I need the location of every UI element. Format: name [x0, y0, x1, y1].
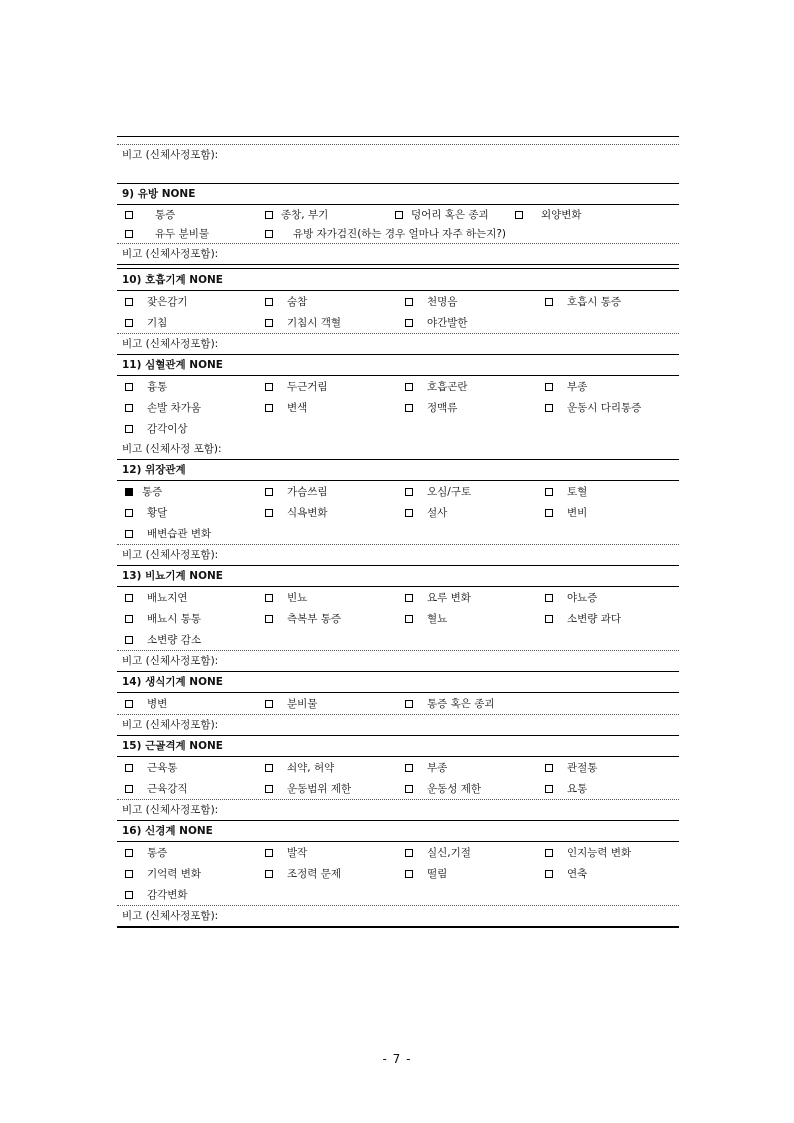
remark-reproductive[interactable]: 비고 (신체사정포함): [122, 719, 219, 731]
option-breathing-difficulty[interactable] [397, 379, 537, 394]
option-palpitation[interactable] [257, 379, 397, 394]
checkbox[interactable] [125, 615, 133, 623]
option-flank-pain[interactable] [257, 611, 397, 626]
option-label: 배뇨시 통통 [147, 613, 202, 625]
checkbox[interactable] [125, 849, 133, 857]
option-label: 유두 분비물 [155, 228, 210, 240]
option-label: 쇠약, 허약 [287, 762, 335, 774]
section-title-cardiovascular: 11) 심혈관계 NONE [122, 359, 223, 371]
checkbox[interactable] [405, 764, 413, 772]
option-appearance-change[interactable] [507, 207, 679, 222]
checkbox[interactable] [265, 785, 273, 793]
option-label: 부종 [427, 762, 448, 774]
option-label: 가슴쓰림 [287, 486, 328, 498]
checkbox[interactable] [125, 700, 133, 708]
option-label: 통증 [147, 847, 168, 859]
remark-cardiovascular[interactable]: 비고 (신체사정 포함): [122, 443, 222, 455]
option-label: 근육통 [147, 762, 178, 774]
checkbox[interactable] [125, 319, 133, 327]
section-title-respiratory: 10) 호흡기계 NONE [122, 274, 223, 286]
option-label: 식욕변화 [287, 507, 328, 519]
option-arthralgia[interactable] [537, 760, 679, 775]
section-title-urinary: 13) 비뇨기계 NONE [122, 570, 223, 582]
checkbox[interactable] [545, 849, 553, 857]
option-label: 감각이상 [147, 423, 188, 435]
option-label: 흉통 [147, 381, 168, 393]
option-label: 빈뇨 [287, 592, 308, 604]
checkbox[interactable] [125, 298, 133, 306]
option-coordination-problem[interactable] [257, 866, 397, 881]
option-diarrhea[interactable] [397, 505, 537, 520]
remark-respiratory[interactable]: 비고 (신체사정포함): [122, 338, 219, 350]
option-gi-pain[interactable] [117, 484, 257, 499]
section-title-breast: 9) 유방 NONE [122, 188, 196, 200]
checkbox[interactable] [405, 298, 413, 306]
option-label: 실신,기절 [427, 847, 471, 859]
section-title-neurological: 16) 신경계 NONE [122, 825, 213, 837]
option-label: 덩어리 혹은 종괴 [411, 209, 489, 221]
checkbox[interactable] [405, 509, 413, 517]
option-sensory-change[interactable] [117, 887, 259, 902]
option-nipple-discharge[interactable] [117, 226, 257, 241]
option-label: 떨림 [427, 868, 448, 880]
option-label: 잦은감기 [147, 296, 188, 308]
option-heartburn[interactable] [257, 484, 397, 499]
checkbox-row [117, 397, 679, 418]
checkbox[interactable] [265, 509, 273, 517]
option-label: 운동범위 제한 [287, 783, 352, 795]
option-label: 유방 자가검진(하는 경우 얼마나 자주 하는지?) [293, 228, 507, 240]
checkbox-row [117, 778, 679, 799]
option-label: 변색 [287, 402, 308, 414]
option-label: 감각변화 [147, 889, 188, 901]
option-label: 기침시 객혈 [287, 317, 342, 329]
option-tremor[interactable] [397, 866, 537, 881]
option-edema[interactable] [537, 379, 679, 394]
checkbox[interactable] [125, 404, 133, 412]
checkbox-row [117, 842, 679, 863]
option-label: 근육강직 [147, 783, 188, 795]
checkbox-row [117, 205, 679, 224]
checkbox[interactable] [545, 509, 553, 517]
checkbox-row [117, 523, 679, 544]
option-nausea-vomiting[interactable] [397, 484, 537, 499]
option-label: 병변 [147, 698, 168, 710]
option-pain-or-mass[interactable] [397, 696, 539, 711]
checkbox[interactable] [265, 849, 273, 857]
option-leg-pain-exercise[interactable] [537, 400, 679, 415]
page-number: - 7 - [382, 1052, 412, 1066]
option-label: 손발 차가움 [147, 402, 202, 414]
option-label: 관절통 [567, 762, 598, 774]
checkbox[interactable] [405, 870, 413, 878]
checkbox-row [117, 481, 679, 502]
option-label: 외양변화 [541, 209, 582, 221]
option-swelling[interactable] [257, 207, 387, 222]
option-label: 배뇨지연 [147, 592, 188, 604]
option-seizure[interactable] [257, 845, 397, 860]
remark-prev-section[interactable]: 비고 (신체사정포함): [122, 149, 219, 161]
checkbox[interactable] [545, 488, 553, 496]
checkbox[interactable] [545, 615, 553, 623]
checkbox[interactable] [265, 594, 273, 602]
checkbox[interactable] [125, 383, 133, 391]
checkbox-row [117, 224, 679, 243]
option-label: 황달 [147, 507, 168, 519]
option-lump[interactable] [387, 207, 507, 222]
remark-musculoskeletal[interactable]: 비고 (신체사정포함): [122, 804, 219, 816]
bottom-rule [117, 926, 679, 928]
checkbox[interactable] [405, 319, 413, 327]
option-lesion[interactable] [117, 696, 257, 711]
option-label: 호흡시 통증 [567, 296, 622, 308]
checkbox[interactable] [125, 211, 133, 219]
remark-urinary[interactable]: 비고 (신체사정포함): [122, 655, 219, 667]
option-constipation[interactable] [537, 505, 679, 520]
checkbox-row [117, 863, 679, 884]
option-dysuria[interactable] [117, 611, 257, 626]
option-pain[interactable] [117, 207, 257, 222]
checkbox[interactable] [265, 298, 273, 306]
checkbox-checked[interactable] [125, 488, 133, 496]
option-cough[interactable] [117, 315, 257, 330]
checkbox-row [117, 502, 679, 523]
option-varicose-veins[interactable] [397, 400, 537, 415]
option-weakness[interactable] [257, 760, 397, 775]
option-neuro-pain[interactable] [117, 845, 257, 860]
option-label: 오심/구토 [427, 486, 472, 498]
checkbox[interactable] [545, 870, 553, 878]
checkbox[interactable] [125, 230, 133, 238]
checkbox-row [117, 757, 679, 778]
option-label: 배변습관 변화 [147, 528, 212, 540]
option-label: 운동시 다리통증 [567, 402, 642, 414]
option-oliguria[interactable] [117, 632, 259, 647]
option-label: 종창, 부기 [281, 209, 329, 221]
option-label: 변비 [567, 507, 588, 519]
option-label: 정맥류 [427, 402, 458, 414]
option-label: 천명음 [427, 296, 458, 308]
option-label: 부종 [567, 381, 588, 393]
option-label: 호흡곤란 [427, 381, 468, 393]
checkbox[interactable] [265, 870, 273, 878]
option-label: 토혈 [567, 486, 588, 498]
option-twitching[interactable] [537, 866, 679, 881]
section-title-musculoskeletal: 15) 근골격계 NONE [122, 740, 223, 752]
option-frequent-cold[interactable] [117, 294, 257, 309]
option-label: 숨참 [287, 296, 308, 308]
option-discoloration[interactable] [257, 400, 397, 415]
option-label: 통증 혹은 종괴 [427, 698, 495, 710]
checkbox-row [117, 693, 679, 714]
checkbox[interactable] [125, 636, 133, 644]
option-label: 소변량 과다 [567, 613, 622, 625]
checkbox[interactable] [125, 530, 133, 538]
checkbox[interactable] [125, 594, 133, 602]
checkbox[interactable] [125, 509, 133, 517]
option-label: 야간발한 [427, 317, 468, 329]
section-title-reproductive: 14) 생식기계 NONE [122, 676, 223, 688]
option-chest-pain[interactable] [117, 379, 257, 394]
checkbox[interactable] [125, 870, 133, 878]
option-syncope[interactable] [397, 845, 537, 860]
option-label: 인지능력 변화 [567, 847, 632, 859]
option-hematemesis[interactable] [537, 484, 679, 499]
option-label: 통증 [142, 486, 163, 498]
checkbox[interactable] [265, 211, 273, 219]
option-rom-limit[interactable] [257, 781, 397, 796]
checkbox[interactable] [265, 383, 273, 391]
checkbox[interactable] [405, 849, 413, 857]
option-label: 소변량 감소 [147, 634, 202, 646]
option-label: 연축 [567, 868, 588, 880]
checkbox[interactable] [405, 404, 413, 412]
option-mobility-limit[interactable] [397, 781, 537, 796]
option-paresthesia[interactable] [117, 421, 259, 436]
option-breathing-pain[interactable] [537, 294, 679, 309]
option-label: 조정력 문제 [287, 868, 342, 880]
checkbox[interactable] [395, 211, 403, 219]
option-label: 분비물 [287, 698, 318, 710]
remark-gastrointestinal[interactable]: 비고 (신체사정포함): [122, 549, 219, 561]
double-rule [117, 264, 679, 269]
checkbox[interactable] [125, 891, 133, 899]
option-label: 두근거림 [287, 381, 328, 393]
checkbox[interactable] [265, 319, 273, 327]
option-appetite-change[interactable] [257, 505, 397, 520]
section-title-gastrointestinal: 12) 위장관계 [122, 464, 186, 476]
checkbox[interactable] [545, 764, 553, 772]
checkbox[interactable] [545, 383, 553, 391]
checkbox-row [117, 291, 679, 312]
checkbox[interactable] [405, 383, 413, 391]
option-self-exam[interactable] [257, 226, 679, 241]
checkbox[interactable] [405, 785, 413, 793]
checkbox[interactable] [125, 425, 133, 433]
checkbox[interactable] [265, 488, 273, 496]
option-label: 측복부 통증 [287, 613, 342, 625]
option-wheezing[interactable] [397, 294, 537, 309]
option-bowel-habit-change[interactable] [117, 526, 259, 541]
option-polyuria[interactable] [537, 611, 679, 626]
checkbox-row [117, 418, 679, 439]
option-label: 혈뇨 [427, 613, 448, 625]
checkbox[interactable] [265, 764, 273, 772]
spacer [117, 137, 679, 144]
option-nocturia[interactable] [537, 590, 679, 605]
checkbox[interactable] [515, 211, 523, 219]
option-night-sweats[interactable] [397, 315, 537, 330]
checkbox-row [117, 629, 679, 650]
checkbox[interactable] [265, 700, 273, 708]
option-label: 기침 [147, 317, 168, 329]
remark-breast[interactable]: 비고 (신체사정포함): [122, 248, 219, 260]
checkbox-row [117, 608, 679, 629]
review-of-systems-form [117, 136, 679, 928]
option-jaundice[interactable] [117, 505, 257, 520]
option-discharge[interactable] [257, 696, 397, 711]
option-frequency[interactable] [257, 590, 397, 605]
option-back-pain[interactable] [537, 781, 679, 796]
checkbox[interactable] [125, 785, 133, 793]
option-label: 요루 변화 [427, 592, 471, 604]
option-myalgia[interactable] [117, 760, 257, 775]
option-urinary-hesitancy[interactable] [117, 590, 257, 605]
checkbox-row [117, 312, 679, 333]
checkbox[interactable] [545, 298, 553, 306]
remark-neurological[interactable]: 비고 (신체사정포함): [122, 910, 219, 922]
option-muscle-stiffness[interactable] [117, 781, 257, 796]
option-label: 요통 [567, 783, 588, 795]
checkbox-row [117, 587, 679, 608]
checkbox[interactable] [545, 404, 553, 412]
checkbox-row [117, 884, 679, 905]
option-label: 발작 [287, 847, 308, 859]
option-label: 기억력 변화 [147, 868, 202, 880]
checkbox[interactable] [265, 230, 273, 238]
option-memory-change[interactable] [117, 866, 257, 881]
checkbox[interactable] [265, 615, 273, 623]
option-stream-change[interactable] [397, 590, 537, 605]
checkbox[interactable] [545, 785, 553, 793]
checkbox[interactable] [405, 488, 413, 496]
option-label: 야뇨증 [567, 592, 598, 604]
option-cold-extremities[interactable] [117, 400, 257, 415]
option-label: 설사 [427, 507, 448, 519]
option-label: 운동성 제한 [427, 783, 482, 795]
checkbox[interactable] [265, 404, 273, 412]
option-hematuria[interactable] [397, 611, 537, 626]
checkbox[interactable] [405, 615, 413, 623]
checkbox[interactable] [405, 700, 413, 708]
checkbox[interactable] [405, 594, 413, 602]
option-label: 통증 [155, 209, 176, 221]
checkbox[interactable] [545, 594, 553, 602]
checkbox[interactable] [125, 764, 133, 772]
option-hemoptysis[interactable] [257, 315, 397, 330]
checkbox-row [117, 376, 679, 397]
option-ms-edema[interactable] [397, 760, 537, 775]
option-dyspnea[interactable] [257, 294, 397, 309]
option-cognitive-change[interactable] [537, 845, 679, 860]
